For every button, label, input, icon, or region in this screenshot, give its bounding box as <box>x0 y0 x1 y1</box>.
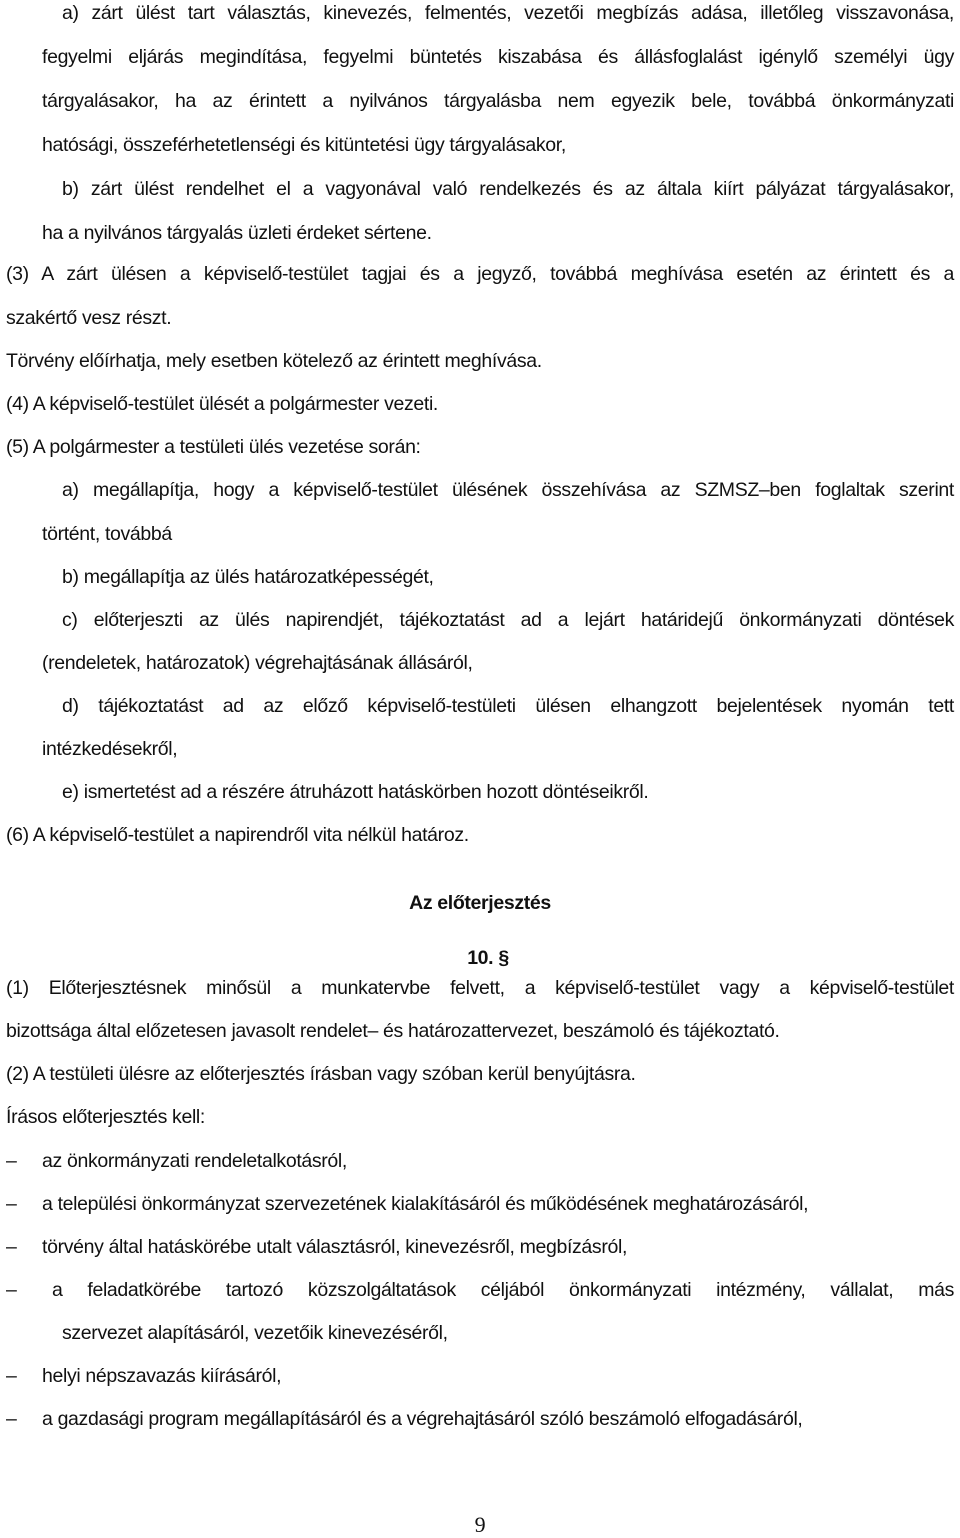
text-line: (4) A képviselő-testület ülését a polgármester vezeti. <box>6 393 438 415</box>
list-item: törvény által hatáskörébe utalt választásról, kinevezésről, megbízásról, <box>42 1236 628 1258</box>
text-line: e) ismertetést ad a részére átruházott hatáskörben hozott döntéseikről. <box>62 781 649 803</box>
text-line: b) zárt ülést rendelhet el a vagyonával való rendelkezés és az általa kiírt pályázat tárgyalásakor, <box>62 178 954 200</box>
text-line: Törvény előírhatja, mely esetben kötelező az érintett meghívása. <box>6 350 542 372</box>
page-number: 9 <box>474 1512 486 1537</box>
list-item: a gazdasági program megállapításáról és a végrehajtásáról szóló beszámoló elfogadásáról, <box>42 1408 803 1430</box>
bullet-dash: – <box>6 1365 17 1387</box>
text-line: szakértő vesz részt. <box>6 307 172 329</box>
text-line: bizottsága által előzetesen javasolt rendelet– és határozattervezet, beszámoló és tájékoztató. <box>6 1020 780 1042</box>
text-line: (1) Előterjesztésnek minősül a munkatervbe felvett, a képviselő-testület vagy a képviselő-testület <box>6 977 954 999</box>
text-line: (2) A testületi ülésre az előterjesztés írásban vagy szóban kerül benyújtásra. <box>6 1063 636 1085</box>
section-number: 10. § <box>467 947 509 969</box>
bullet-dash: – <box>6 1408 17 1430</box>
section-heading: Az előterjesztés <box>409 892 551 914</box>
text-line: fegyelmi eljárás megindítása, fegyelmi büntetés kiszabása és állásfoglalást igénylő személyi ügy <box>42 46 954 68</box>
text-line: történt, továbbá <box>42 523 172 545</box>
bullet-dash: – <box>6 1236 17 1258</box>
text-line: intézkedésekről, <box>42 738 178 760</box>
text-line: hatósági, összeférhetetlenségi és kitüntetési ügy tárgyalásakor, <box>42 134 566 156</box>
text-line: ha a nyilvános tárgyalás üzleti érdeket sértene. <box>42 222 432 244</box>
list-item-continuation: szervezet alapításáról, vezetőik kinevezéséről, <box>62 1322 448 1344</box>
list-item: a települési önkormányzat szervezetének kialakításáról és működésének meghatározásáról, <box>42 1193 809 1215</box>
text-line: tárgyalásakor, ha az érintett a nyilvános tárgyalásba nem egyezik bele, továbbá önkormányzati <box>42 90 954 112</box>
text-line: (5) A polgármester a testületi ülés vezetése során: <box>6 436 421 458</box>
text-line: (3) A zárt ülésen a képviselő-testület tagjai és a jegyző, továbbá meghívása esetén az érintett és a <box>6 263 954 285</box>
list-item: a feladatkörébe tartozó közszolgáltatások céljából önkormányzati intézmény, vállalat, más <box>52 1279 954 1301</box>
bullet-dash: – <box>6 1279 17 1301</box>
list-item: az önkormányzati rendeletalkotásról, <box>42 1150 347 1172</box>
text-line: a) megállapítja, hogy a képviselő-testület ülésének összehívása az SZMSZ–ben foglaltak szerint <box>62 479 954 501</box>
text-line: b) megállapítja az ülés határozatképességét, <box>62 566 434 588</box>
text-line: Írásos előterjesztés kell: <box>6 1106 205 1128</box>
text-line: c) előterjeszti az ülés napirendjét, tájékoztatást ad a lejárt határidejű önkormányzati döntések <box>62 609 954 631</box>
text-line: d) tájékoztatást ad az előző képviselő-testületi ülésen elhangzott bejelentések nyomán tett <box>62 695 954 717</box>
bullet-dash: – <box>6 1193 17 1215</box>
bullet-dash: – <box>6 1150 17 1172</box>
text-line: (rendeletek, határozatok) végrehajtásának állásáról, <box>42 652 473 674</box>
text-line: a) zárt ülést tart választás, kinevezés, felmentés, vezetői megbízás adása, illetőleg visszavonása, <box>62 2 954 24</box>
text-line: (6) A képviselő-testület a napirendről vita nélkül határoz. <box>6 824 469 846</box>
list-item: helyi népszavazás kiírásáról, <box>42 1365 282 1387</box>
